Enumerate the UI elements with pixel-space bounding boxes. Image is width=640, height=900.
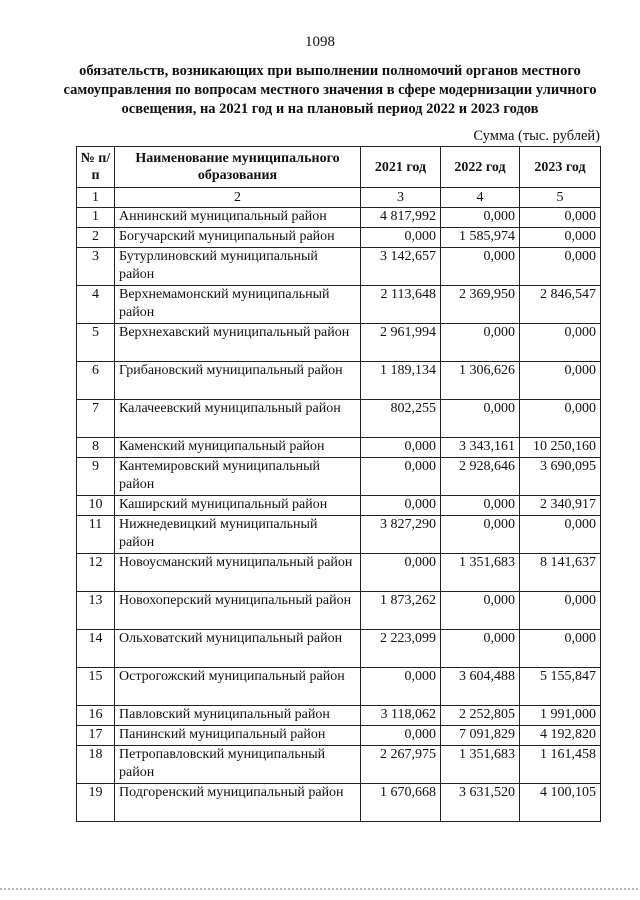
amount-2023: 8 141,637 xyxy=(520,554,601,592)
table-row xyxy=(77,746,601,784)
header-2021: 2021 год xyxy=(361,147,441,188)
page-number: 1098 xyxy=(305,34,335,50)
table-row xyxy=(77,228,601,248)
row-number: 17 xyxy=(77,726,115,746)
municipality-name: Калачеевский муниципальный район xyxy=(115,400,361,438)
column-number-row xyxy=(77,188,601,208)
amount-2022: 3 343,161 xyxy=(441,438,520,458)
amount-2023: 0,000 xyxy=(520,208,601,228)
amount-2023: 0,000 xyxy=(520,630,601,668)
header-2023: 2023 год xyxy=(520,147,601,188)
row-number: 8 xyxy=(77,438,115,458)
municipality-name: Верхнехавский муниципальный район xyxy=(115,324,361,362)
table-row xyxy=(77,784,601,822)
amount-2021: 2 961,994 xyxy=(361,324,441,362)
amount-2023: 4 100,105 xyxy=(520,784,601,822)
row-number: 18 xyxy=(77,746,115,784)
budget-table xyxy=(76,146,601,822)
amount-2022: 1 351,683 xyxy=(441,746,520,784)
footer-divider xyxy=(0,888,640,890)
amount-2023: 0,000 xyxy=(520,400,601,438)
table-row xyxy=(77,630,601,668)
amount-2023: 3 690,095 xyxy=(520,458,601,496)
amount-2022: 0,000 xyxy=(441,630,520,668)
amount-2023: 0,000 xyxy=(520,362,601,400)
amount-2022: 1 585,974 xyxy=(441,228,520,248)
municipality-name: Бутурлиновский муниципальный район xyxy=(115,248,361,286)
amount-2021: 2 223,099 xyxy=(361,630,441,668)
municipality-name: Павловский муниципальный район xyxy=(115,706,361,726)
table-row xyxy=(77,496,601,516)
municipality-name: Подгоренский муниципальный район xyxy=(115,784,361,822)
amount-2021: 2 113,648 xyxy=(361,286,441,324)
amount-2021: 1 189,134 xyxy=(361,362,441,400)
amount-2022: 1 306,626 xyxy=(441,362,520,400)
units-label: Сумма (тыс. рублей) xyxy=(473,128,600,144)
amount-2023: 0,000 xyxy=(520,228,601,248)
row-number: 13 xyxy=(77,592,115,630)
amount-2022: 0,000 xyxy=(441,592,520,630)
row-number: 15 xyxy=(77,668,115,706)
row-number: 5 xyxy=(77,324,115,362)
row-number: 2 xyxy=(77,228,115,248)
amount-2021: 0,000 xyxy=(361,726,441,746)
municipality-name: Аннинский муниципальный район xyxy=(115,208,361,228)
amount-2023: 1 161,458 xyxy=(520,746,601,784)
table-row xyxy=(77,438,601,458)
amount-2021: 2 267,975 xyxy=(361,746,441,784)
row-number: 11 xyxy=(77,516,115,554)
amount-2022: 0,000 xyxy=(441,248,520,286)
amount-2021: 0,000 xyxy=(361,668,441,706)
row-number: 14 xyxy=(77,630,115,668)
table-row xyxy=(77,592,601,630)
table-row xyxy=(77,458,601,496)
municipality-name: Ольховатский муниципальный район xyxy=(115,630,361,668)
amount-2022: 0,000 xyxy=(441,208,520,228)
amount-2023: 4 192,820 xyxy=(520,726,601,746)
amount-2022: 3 604,488 xyxy=(441,668,520,706)
header-2022: 2022 год xyxy=(441,147,520,188)
row-number: 4 xyxy=(77,286,115,324)
amount-2021: 3 142,657 xyxy=(361,248,441,286)
amount-2021: 0,000 xyxy=(361,554,441,592)
table-row xyxy=(77,362,601,400)
amount-2021: 0,000 xyxy=(361,496,441,516)
amount-2023: 0,000 xyxy=(520,248,601,286)
column-number: 3 xyxy=(361,188,441,208)
amount-2021: 0,000 xyxy=(361,458,441,496)
amount-2021: 0,000 xyxy=(361,228,441,248)
amount-2023: 0,000 xyxy=(520,516,601,554)
row-number: 12 xyxy=(77,554,115,592)
table-row xyxy=(77,286,601,324)
amount-2021: 802,255 xyxy=(361,400,441,438)
amount-2022: 1 351,683 xyxy=(441,554,520,592)
row-number: 3 xyxy=(77,248,115,286)
table-header-row xyxy=(77,147,601,188)
row-number: 9 xyxy=(77,458,115,496)
amount-2023: 0,000 xyxy=(520,324,601,362)
table-row xyxy=(77,516,601,554)
amount-2021: 3 827,290 xyxy=(361,516,441,554)
amount-2022: 2 369,950 xyxy=(441,286,520,324)
amount-2022: 0,000 xyxy=(441,324,520,362)
header-number: № п/п xyxy=(77,147,115,188)
amount-2023: 5 155,847 xyxy=(520,668,601,706)
amount-2023: 2 846,547 xyxy=(520,286,601,324)
amount-2022: 2 252,805 xyxy=(441,706,520,726)
row-number: 7 xyxy=(77,400,115,438)
table-row xyxy=(77,726,601,746)
amount-2021: 3 118,062 xyxy=(361,706,441,726)
municipality-name: Богучарский муниципальный район xyxy=(115,228,361,248)
amount-2023: 10 250,160 xyxy=(520,438,601,458)
row-number: 19 xyxy=(77,784,115,822)
amount-2021: 1 670,668 xyxy=(361,784,441,822)
municipality-name: Каменский муниципальный район xyxy=(115,438,361,458)
municipality-name: Верхнемамонский муниципальный район xyxy=(115,286,361,324)
municipality-name: Кантемировский муниципальный район xyxy=(115,458,361,496)
amount-2023: 2 340,917 xyxy=(520,496,601,516)
table-row xyxy=(77,554,601,592)
municipality-name: Новохоперский муниципальный район xyxy=(115,592,361,630)
document-heading: обязательств, возникающих при выполнении полномочий органов местного самоуправления по вопросам местного значения в сфере модернизации уличного освещения, на 2021 год и на плановый период 2022 и 2023 годов xyxy=(63,63,597,117)
municipality-name: Панинский муниципальный район xyxy=(115,726,361,746)
column-number: 4 xyxy=(441,188,520,208)
amount-2021: 0,000 xyxy=(361,438,441,458)
table-row xyxy=(77,248,601,286)
column-number: 2 xyxy=(115,188,361,208)
table-row xyxy=(77,208,601,228)
row-number: 10 xyxy=(77,496,115,516)
amount-2022: 2 928,646 xyxy=(441,458,520,496)
amount-2022: 0,000 xyxy=(441,400,520,438)
amount-2022: 7 091,829 xyxy=(441,726,520,746)
amount-2022: 3 631,520 xyxy=(441,784,520,822)
row-number: 6 xyxy=(77,362,115,400)
table-row xyxy=(77,324,601,362)
table-row xyxy=(77,400,601,438)
column-number: 1 xyxy=(77,188,115,208)
municipality-name: Нижнедевицкий муниципальный район xyxy=(115,516,361,554)
municipality-name: Новоусманский муниципальный район xyxy=(115,554,361,592)
municipality-name: Петропавловский муниципальный район xyxy=(115,746,361,784)
amount-2021: 1 873,262 xyxy=(361,592,441,630)
table-row xyxy=(77,706,601,726)
column-number: 5 xyxy=(520,188,601,208)
municipality-name: Острогожский муниципальный район xyxy=(115,668,361,706)
municipality-name: Грибановский муниципальный район xyxy=(115,362,361,400)
amount-2023: 0,000 xyxy=(520,592,601,630)
header-name: Наименование муниципального образования xyxy=(115,147,361,188)
amount-2023: 1 991,000 xyxy=(520,706,601,726)
row-number: 1 xyxy=(77,208,115,228)
amount-2022: 0,000 xyxy=(441,496,520,516)
table-row xyxy=(77,668,601,706)
amount-2021: 4 817,992 xyxy=(361,208,441,228)
municipality-name: Каширский муниципальный район xyxy=(115,496,361,516)
amount-2022: 0,000 xyxy=(441,516,520,554)
row-number: 16 xyxy=(77,706,115,726)
